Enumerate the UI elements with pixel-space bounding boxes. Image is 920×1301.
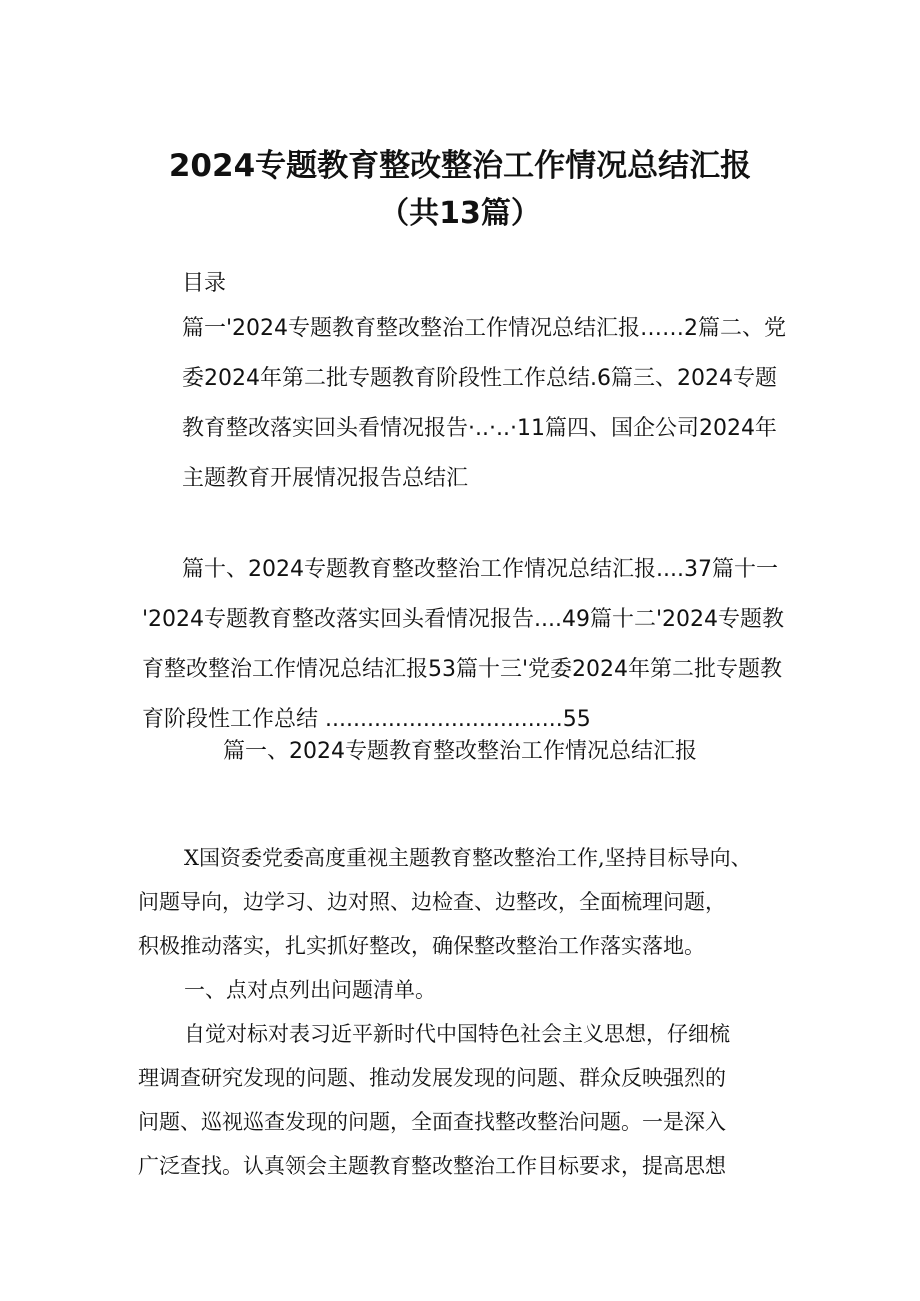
- toc-line: 育阶段性工作总结 ..................................55: [142, 707, 591, 732]
- paragraph-line: 一、点对点列出问题清单。: [184, 978, 436, 1002]
- body-text: [138, 836, 798, 1188]
- paragraph-line: 积极推动落实，扎实抓好整改，确保整改整治工作落实落地。: [138, 934, 705, 958]
- paragraph-line: 问题导向，边学习、边对照、边检查、边整改，全面梳理问题，: [138, 890, 726, 914]
- toc-line: 委2024年第二批专题教育阶段性工作总结.6篇三、2024专题: [182, 366, 777, 391]
- toc-line: 教育整改落实回头看情况报告·..·..·11篇四、国企公司2024年: [182, 416, 777, 441]
- document-subtitle: （共13篇）: [379, 196, 541, 231]
- paragraph-line: 自觉对标对表习近平新时代中国特色社会主义思想，仔细梳: [184, 1022, 730, 1046]
- toc-line: '2024专题教育整改落实回头看情况报告....49篇十二'2024专题教: [142, 607, 785, 632]
- toc-line: 篇十、2024专题教育整改整治工作情况总结汇报....37篇十一: [182, 557, 778, 582]
- paragraph-line: X国资委党委高度重视主题教育整改整治工作,坚持目标导向、: [184, 846, 752, 870]
- paragraph-line: 问题、巡视巡查发现的问题，全面查找整改整治问题。一是深入: [138, 1110, 726, 1134]
- section-heading: 篇一、2024专题教育整改整治工作情况总结汇报: [223, 739, 697, 764]
- toc-line: 育整改整治工作情况总结汇报53篇十三'党委2024年第二批专题教: [142, 657, 783, 682]
- toc-line: 主题教育开展情况报告总结汇: [182, 466, 469, 491]
- table-of-contents-part-2: [142, 545, 794, 745]
- document-title: 2024专题教育整改整治工作情况总结汇报: [168, 148, 752, 184]
- paragraph-line: 理调查研究发现的问题、推动发展发现的问题、群众反映强烈的: [138, 1066, 726, 1090]
- toc-label: 目录: [182, 271, 227, 296]
- table-of-contents-part-1: [182, 304, 794, 504]
- toc-line: 篇一'2024专题教育整改整治工作情况总结汇报……2篇二、党: [182, 316, 787, 341]
- paragraph-line: 广泛查找。认真领会主题教育整改整治工作目标要求，提高思想: [138, 1154, 726, 1178]
